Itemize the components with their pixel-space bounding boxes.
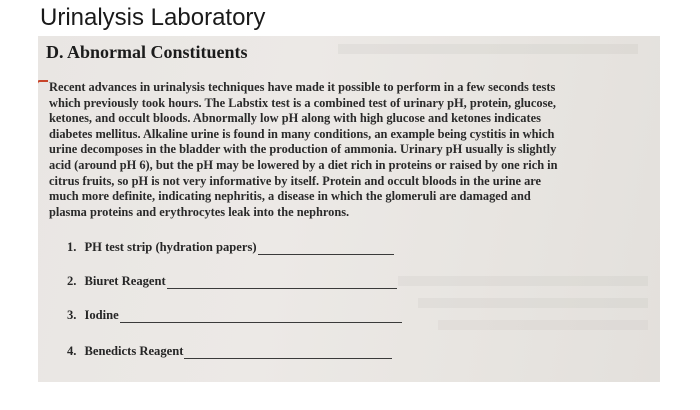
question-1 (67, 240, 394, 255)
question-number: 1. (67, 240, 77, 254)
paragraph-line: citrus fruits, so pH is not very informative by itself. Protein and occult bloods in the urine are (49, 173, 542, 188)
question-3 (67, 308, 402, 323)
paragraph-line: Recent advances in urinalysis techniques have made it possible to perform in a few seconds tests (49, 80, 556, 94)
paragraph-line: plasma proteins and erythrocytes leak into the nephrons. (49, 204, 350, 219)
paragraph (49, 80, 609, 220)
document-photo (38, 36, 660, 382)
paragraph-line: acid (around pH 6), but the pH may be lowered by a diet rich in proteins or raised by one rich in (49, 157, 558, 172)
paragraph-line: much more definite, indicating nephritis, a disease in which the glomeruli are damaged and (49, 189, 531, 204)
answer-blank[interactable] (184, 346, 392, 359)
page-title: Urinalysis Laboratory (40, 4, 266, 31)
question-label: Biuret Reagent (84, 274, 166, 288)
paragraph-line: diabetes mellitus. Alkaline urine is found in many conditions, an example being cystitis in which (49, 126, 555, 141)
question-number: 2. (67, 274, 77, 288)
section-heading: D. Abnormal Constituents (46, 42, 248, 62)
paragraph-line: which previously took hours. The Labstix test is a combined test of urinary pH, protein, glucose, (49, 95, 557, 110)
answer-blank[interactable] (167, 276, 397, 289)
question-label: PH test strip (hydration papers) (84, 240, 257, 254)
question-number: 3. (67, 308, 77, 322)
question-label: Iodine (84, 308, 119, 322)
question-4 (67, 344, 392, 359)
question-2 (67, 274, 397, 289)
pen-mark-icon (38, 80, 48, 92)
answer-blank[interactable] (120, 310, 402, 323)
question-number: 4. (67, 344, 77, 358)
paragraph-line: ketones, and occult bloods. Abnormally low pH along with high glucose and ketones indicates (49, 111, 541, 126)
answer-blank[interactable] (258, 242, 394, 255)
question-label: Benedicts Reagent (84, 344, 184, 358)
paragraph-line: urine decomposes in the bladder with the production of ammonia. Urinary pH usually is slightly (49, 142, 557, 157)
